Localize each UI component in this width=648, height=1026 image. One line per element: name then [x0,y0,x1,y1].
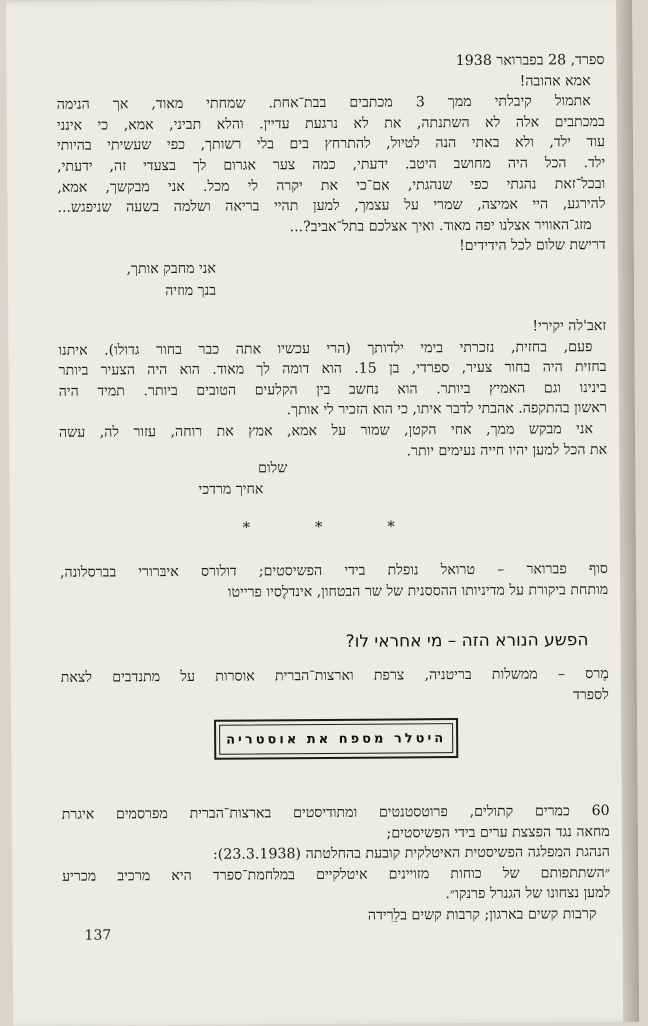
letter2-line: את הכל למען יהיו חייה נעימים יותר. [406,441,608,459]
book-page [6,0,639,1026]
letter1-dateline: ספרד, 28 בפברואר 1938 [455,52,605,70]
events-line: סוף פברואר – טרואל נופלת בידי הפשיסטים; דולורס איבּרורי בברסלונה, [59,560,609,581]
boxed-title: היטלר מספח את אוסטריה [219,723,453,755]
final-block [62,801,611,928]
events-line: מותחת ביקורת על מדיניותו ההססנית של שר הבטחון, אינדלֶסיו פרייטו [227,581,609,601]
march-line: לספרד [572,686,609,703]
letter2-closing: שלום [258,460,288,477]
letter1-line: במכתבים אלה לא השתנתה, את לא נרגעת עדיין. והלא תביני, אמא, כי אינני [56,113,605,134]
letter1-line: להירגע, היי אמיצה, שמרי על עצמך, למען תהיי בריאה ושלמה בשעה שניפגש... [57,196,606,216]
letter2-line: בחזית היה בחור צעיר, ספרדי, בן 15. הוא דומה לך מאוד. הוא היה הצעיר ביותר [58,359,607,380]
letter2-line: ראשון בהתקפה. אהבתי לדבר איתו, כי הוא הזכיר לי אותך. [286,400,607,419]
letter2-line: אני מבקש ממך, אחי הקטן, שמור על אמא, אמץ את רוחה, עזור לה, עשה [58,421,594,441]
final-line: ״השתתפותם של כוחות מזויינים איטלקיים במלחמת־ספרד היא מרכיב מכריע [62,864,611,885]
final-line: 60 כמרים קתולים, פרוטסטנטים ומתודיסטים בארצות־הברית מפרסמים איגרת [61,802,610,823]
section-heading: הפשע הנורא הזה – מי אחראי לו? [345,630,589,652]
letter1-line: דרישת שלום לכל הידידים! [459,237,606,255]
letter2-line: בינינו וגם האמיץ ביותר. הוא נחשב בין הקלעים הטובים ביותר. תמיד היה [58,379,607,400]
final-line: מחאה נגד הפצצת ערים בידי הפשיסטים; [386,823,610,842]
letter2-signature: אחיך מרדכי [198,481,264,498]
final-line: למען נצחונו של הגנרל פרנקו״. [445,885,611,903]
final-line: קרבות קשים בארגון; קרבות קשים בלֵרִידה [367,906,597,924]
letter1-closing: אני מחבק אותך, [126,260,216,278]
letter2-line: פעם, בחזית, נזכרתי בימי ילדותך (הרי עכשיו אתה כבר בחור גדולו). איתנו [58,338,593,359]
page-edge [616,0,639,1022]
events-block [60,559,608,604]
letter1-line: עוד ילד, ולא באתי הנה לטיול, להתרחץ בים בלי רשותך, כפי שעשיתי בהיותי [56,134,606,155]
letter1-line: אתמול קיבלתי ממך 3 מכתבים בבת־אחת. שמחתי מאוד, אך הנימה [56,93,591,114]
letter2-block [58,316,607,464]
letter1-signature: בנך מוזיה [165,282,217,300]
letter2-greeting: זאב'לה יקירי! [532,318,607,335]
letter1-block [56,50,605,260]
letter1-line: ילד. הכל היה מחושב היטב. ידעתי, כמה צער אגרום לך בצעדי זה, ידעתי, [57,154,606,175]
letter1-line: מזג־האוויר אצלנו יפה מאוד. ואיך אצלכם בתל־אביב?... [289,216,592,235]
march-line: מֶרס – ממשלות בריטניה, צרפת וארצות־הברית אוסרות על מתנדבים לצאת [60,665,609,686]
letter1-greeting: אמא אהובה! [519,72,591,90]
page-number: 137 [84,927,112,944]
march-block [61,664,609,709]
letter1-line: ובכל־זאת נהגתי כפי שנהגתי, אם־כי את יקרה לי מכל. אני מבקשך, אמא, [57,175,606,196]
final-line: הנהגת המפלגה הפשיסטית האיטלקית קובעת בהחלטתה (23.3.1938): [212,844,611,863]
boxed-title-frame [214,718,458,760]
section-separator: * * * [242,517,425,537]
